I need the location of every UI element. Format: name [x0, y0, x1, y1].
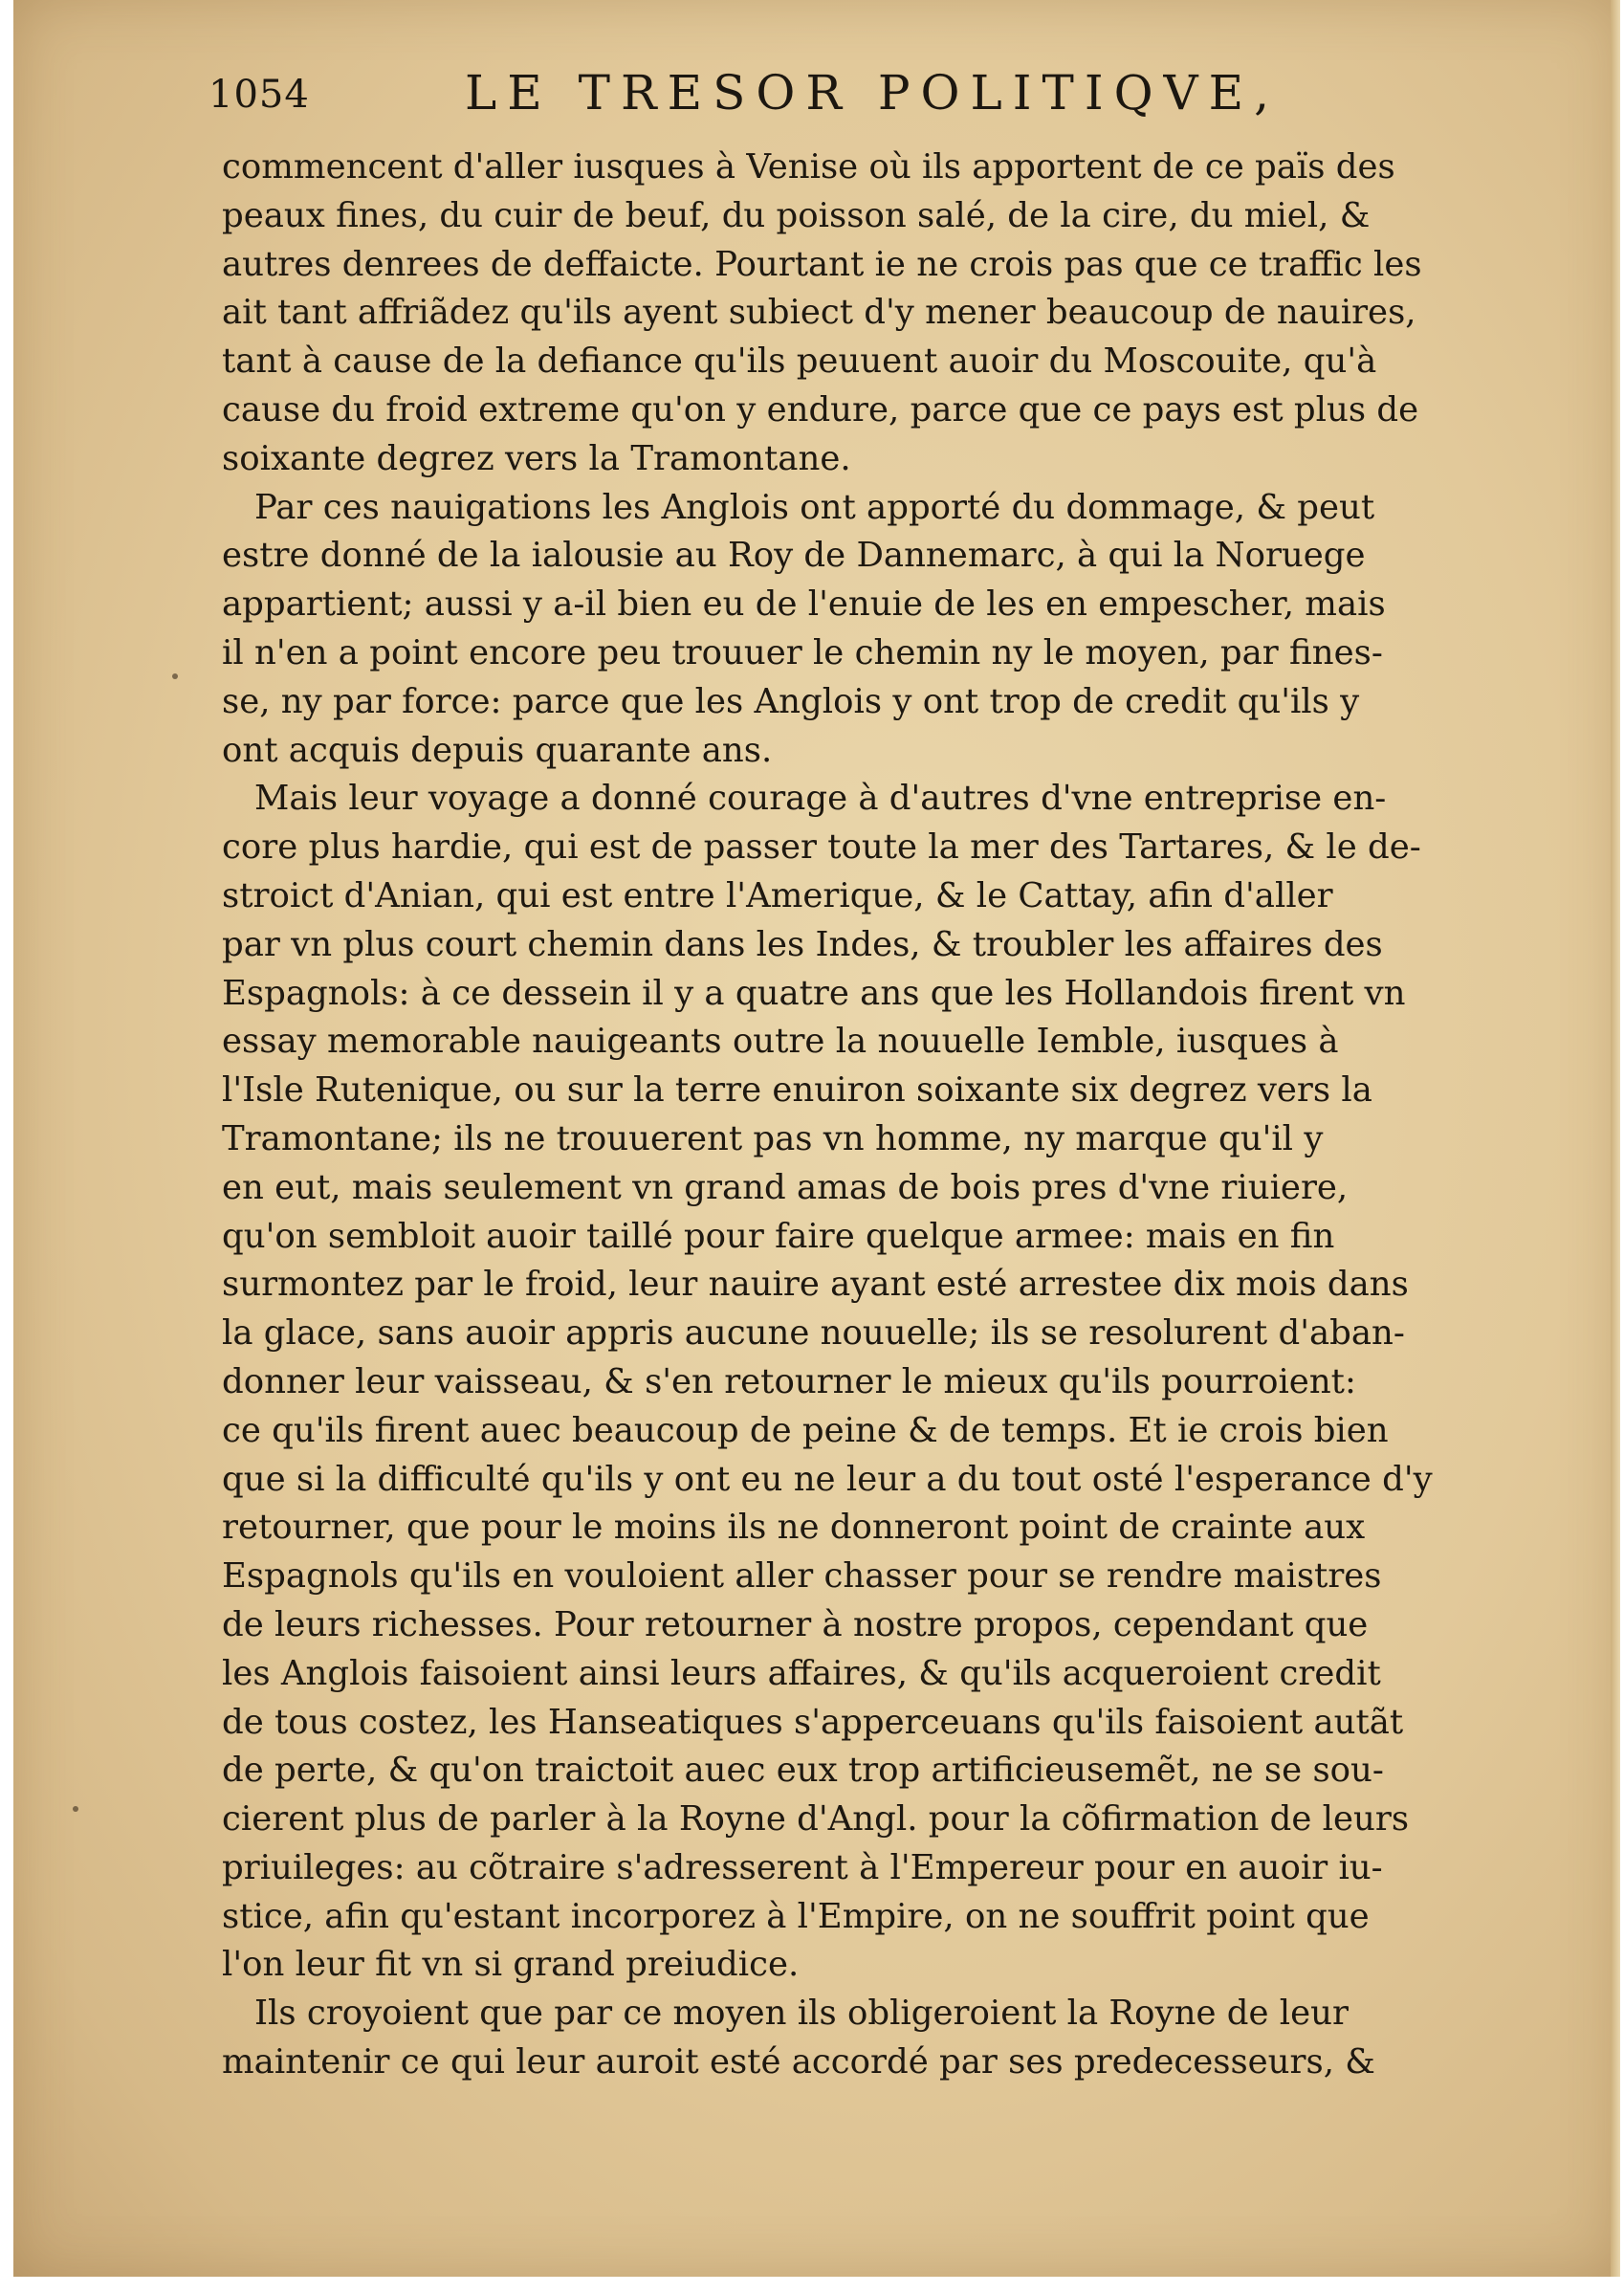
text-line: priuileges: au cõtraire s'adresserent à l'Empereur pour en auoir iu- — [222, 1847, 1383, 1887]
text-line: ce qu'ils firent auec beaucoup de peine & de temps. Et ie crois bien — [222, 1410, 1389, 1450]
text-line: de tous costez, les Hanseatiques s'apperceuans qu'ils faisoient autãt — [222, 1702, 1404, 1742]
text-line: Espagnols: à ce dessein il y a quatre ans que les Hollandois firent vn — [222, 973, 1406, 1013]
text-line: commencent d'aller iusques à Venise où ils apportent de ce païs des — [222, 147, 1395, 187]
paragraph-start-line: Mais leur voyage a donné courage à d'autres d'vne entreprise en- — [254, 779, 1387, 819]
text-line: les Anglois faisoient ainsi leurs affaires, & qu'ils acqueroient credit — [222, 1653, 1381, 1693]
text-line: soixante degrez vers la Tramontane. — [222, 438, 851, 478]
text-line: par vn plus court chemin dans les Indes, & troubler les affaires des — [222, 924, 1383, 964]
text-line: qu'on sembloit auoir taillé pour faire quelque armee: mais en fin — [222, 1216, 1335, 1256]
text-line: de leurs richesses. Pour retourner à nostre propos, cependant que — [222, 1604, 1369, 1644]
text-line: l'Isle Rutenique, ou sur la terre enuiron soixante six degrez vers la — [222, 1070, 1372, 1111]
text-line: appartient; aussi y a-il bien eu de l'enuie de les en empescher, mais — [222, 584, 1386, 625]
text-line: la glace, sans auoir appris aucune nouuelle; ils se resolurent d'aban- — [222, 1313, 1405, 1354]
ink-speck — [172, 673, 178, 679]
text-line: ont acquis depuis quarante ans. — [222, 730, 773, 770]
text-line: Espagnols qu'ils en vouloient aller chasser pour se rendre maistres — [222, 1556, 1382, 1597]
running-head — [208, 65, 1318, 126]
page-number: 1054 — [208, 73, 310, 117]
text-line: maintenir ce qui leur auroit esté accordé par ses predecesseurs, & — [222, 2042, 1375, 2083]
text-line: que si la difficulté qu'ils y ont eu ne leur a du tout osté l'esperance d'y — [222, 1459, 1433, 1499]
running-title: LE TRESOR POLITIQVE, — [465, 65, 1281, 121]
text-line: core plus hardie, qui est de passer toute la mer des Tartares, & le de- — [222, 827, 1421, 868]
text-line: stice, afin qu'estant incorporez à l'Empire, on ne souffrit point que — [222, 1896, 1370, 1936]
text-line: tant à cause de la defiance qu'ils peuuent auoir du Moscouite, qu'à — [222, 342, 1377, 382]
paragraph-start-line: Ils croyoient que par ce moyen ils obligeroient la Royne de leur — [254, 1994, 1349, 2034]
text-line: se, ny par force: parce que les Anglois y ont trop de credit qu'ils y — [222, 681, 1360, 721]
text-line: peaux fines, du cuir de beuf, du poisson salé, de la cire, du miel, & — [222, 195, 1371, 235]
body-text — [222, 143, 1465, 2087]
text-line: en eut, mais seulement vn grand amas de bois pres d'vne riuiere, — [222, 1167, 1349, 1207]
ink-speck — [73, 1806, 78, 1812]
text-line: essay memorable nauigeants outre la nouuelle Iemble, iusques à — [222, 1022, 1339, 1062]
text-line: stroict d'Anian, qui est entre l'Amerique, & le Cattay, afin d'aller — [222, 875, 1333, 915]
text-line: l'on leur fit vn si grand preiudice. — [222, 1945, 800, 1985]
text-line: cause du froid extreme qu'on y endure, parce que ce pays est plus de — [222, 389, 1419, 430]
page-edge — [1611, 0, 1620, 2277]
text-line: de perte, & qu'on traictoit auec eux trop artificieusemẽt, ne se sou- — [222, 1751, 1384, 1791]
text-line: cierent plus de parler à la Royne d'Angl. pour la cõfirmation de leurs — [222, 1799, 1410, 1840]
text-line: donner leur vaisseau, & s'en retourner le mieux qu'ils pourroient: — [222, 1361, 1356, 1401]
text-line: estre donné de la ialousie au Roy de Dannemarc, à qui la Noruege — [222, 536, 1366, 576]
paragraph-start-line: Par ces nauigations les Anglois ont apporté du dommage, & peut — [254, 487, 1375, 527]
text-line: ait tant affriãdez qu'ils ayent subiect d'y mener beaucoup de nauires, — [222, 293, 1416, 333]
text-line: retourner, que pour le moins ils ne donneront point de crainte aux — [222, 1508, 1366, 1548]
text-line: il n'en a point encore peu trouuer le chemin ny le moyen, par fines- — [222, 632, 1383, 672]
text-line: surmontez par le froid, leur nauire ayant esté arrestee dix mois dans — [222, 1265, 1409, 1305]
text-line: autres denrees de deffaicte. Pourtant ie ne crois pas que ce traffic les — [222, 244, 1422, 284]
text-line: Tramontane; ils ne trouuerent pas vn homme, ny marque qu'il y — [222, 1118, 1324, 1158]
